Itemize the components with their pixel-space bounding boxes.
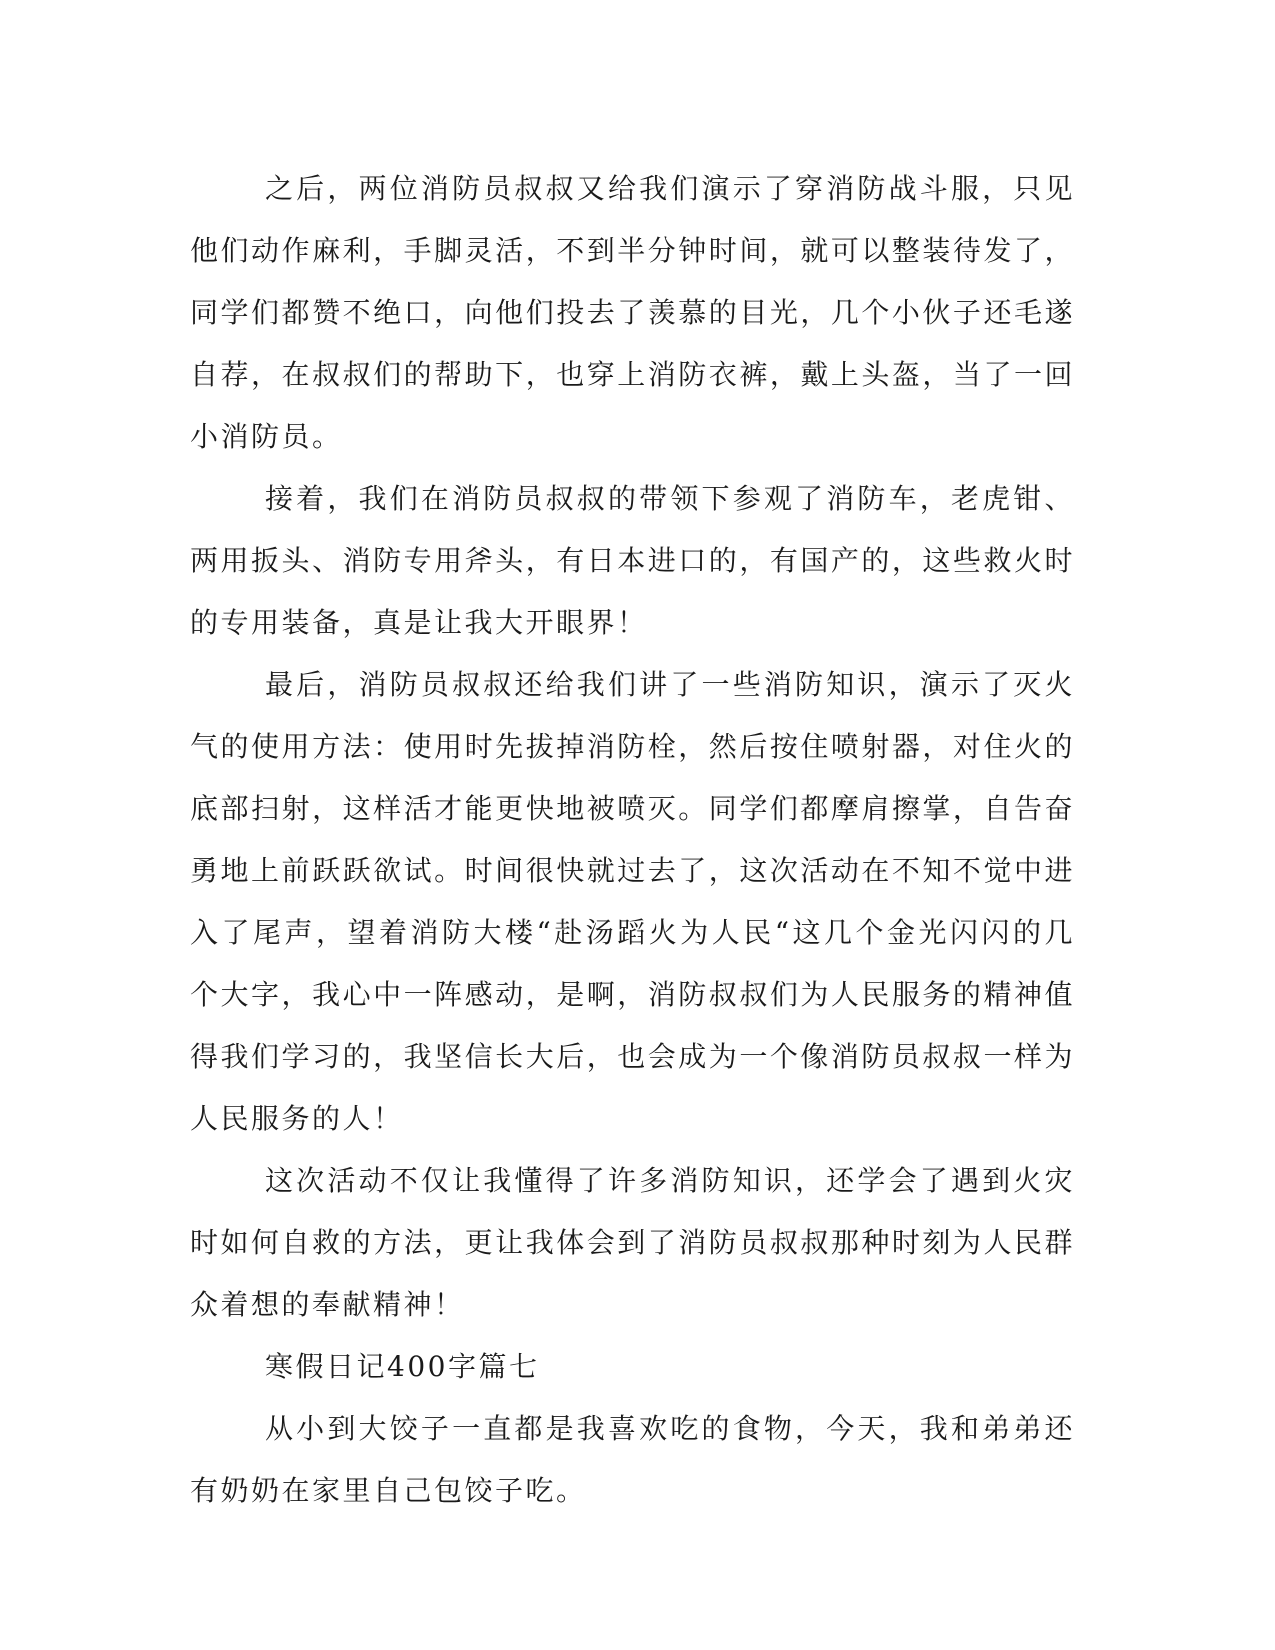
paragraph-dumplings: 从小到大饺子一直都是我喜欢吃的食物，今天，我和弟弟还有奶奶在家里自己包饺子吃。 xyxy=(190,1412,1075,1507)
paragraph-fire-knowledge: 最后，消防员叔叔还给我们讲了一些消防知识，演示了灭火气的使用方法：使用时先拔掉消防栓，然后按住喷射器，对住火的底部扫射，这样活才能更快地被喷灭。同学们都摩肩擦掌，自告奋勇地上前跃跃欲试。时间很快就过去了，这次活动在不知不觉中进入了尾声，望着消防大楼“赴汤蹈火为人民“这几个金光闪闪的几个大字，我心中一阵感动，是啊，消防叔叔们为人民服务的精神值得我们学习的，我坚信长大后，也会成为一个像消防员叔叔一样为人民服务的人！ xyxy=(190,668,1075,1135)
paragraph-conclusion: 这次活动不仅让我懂得了许多消防知识，还学会了遇到火灾时如何自救的方法，更让我体会到了消防员叔叔那种时刻为人民群众着想的奉献精神！ xyxy=(190,1164,1075,1321)
document-body xyxy=(190,158,1075,1522)
section-heading: 寒假日记400字篇七 xyxy=(265,1350,540,1383)
paragraph-firefighter-uniform: 之后，两位消防员叔叔又给我们演示了穿消防战斗服，只见他们动作麻利，手脚灵活，不到半分钟时间，就可以整装待发了，同学们都赞不绝口，向他们投去了羡慕的目光，几个小伙子还毛遂自荐，在叔叔们的帮助下，也穿上消防衣裤，戴上头盔，当了一回小消防员。 xyxy=(190,172,1075,453)
paragraph-fire-truck-tour: 接着，我们在消防员叔叔的带领下参观了消防车，老虎钳、两用扳头、消防专用斧头，有日本进口的，有国产的，这些救火时的专用装备，真是让我大开眼界！ xyxy=(190,482,1075,639)
